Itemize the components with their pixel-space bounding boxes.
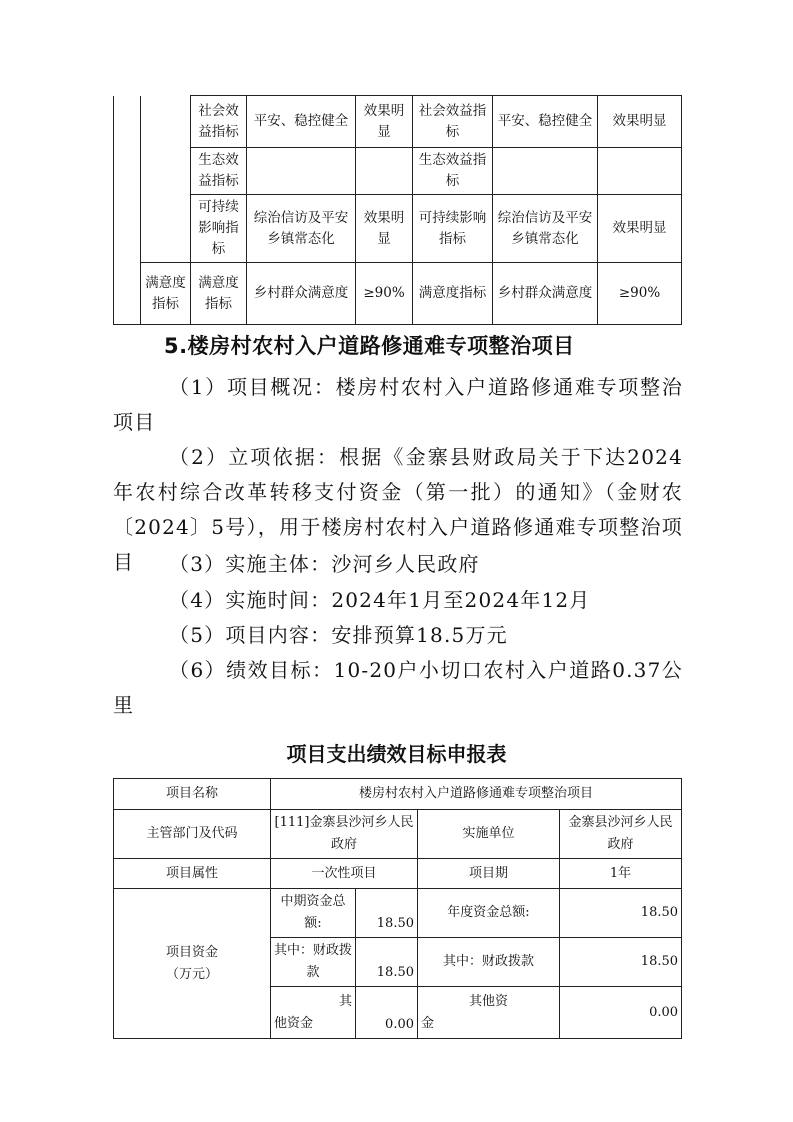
indicator-content — [247, 148, 356, 195]
indicator-table — [113, 95, 682, 325]
mid-other-label-cell — [271, 987, 356, 1039]
table-row — [114, 779, 682, 810]
funds-label: 项目资金 — [165, 944, 218, 960]
application-table — [113, 778, 682, 1039]
period-label: 项目期 — [418, 859, 560, 889]
table-row — [114, 263, 682, 325]
project-name-label: 项目名称 — [114, 779, 271, 810]
funds-label-cell — [114, 889, 271, 1039]
indicator-value: 效果明显 — [598, 195, 682, 263]
implementer-label: 实施单位 — [418, 810, 560, 859]
mid-total-label: 中期资金总额: — [271, 889, 356, 938]
year-other-value: 0.00 — [560, 987, 682, 1039]
indicator-content: 平安、稳控健全 — [493, 96, 598, 148]
funds-unit: （万元） — [165, 966, 218, 982]
indicator-content: 乡村群众满意度 — [493, 263, 598, 325]
paragraph-basis: （2）立项依据：根据《金寨县财政局关于下达2024年农村综合改革转移支付资金（第一批）的通知》（金财农〔2024〕5号），用于楼房村农村入户道路修通难专项整治项目 — [113, 445, 683, 574]
indicator-value: ≥90% — [598, 263, 682, 325]
year-total-value: 18.50 — [560, 889, 682, 938]
indicator-value: 效果明显 — [598, 96, 682, 148]
year-fiscal-label: 其中：财政拨款 — [418, 938, 560, 987]
implementer-value: 金寨县沙河乡人民政府 — [560, 810, 682, 859]
blank-cell — [114, 96, 141, 325]
indicator-content: 平安、稳控健全 — [247, 96, 356, 148]
indicator-value: ≥90% — [356, 263, 413, 325]
indicator-content: 乡村群众满意度 — [247, 263, 356, 325]
paragraph-content: （5）项目内容：安排预算18.5万元 — [169, 623, 508, 647]
project-name-value: 楼房村农村入户道路修通难专项整治项目 — [271, 779, 682, 810]
attribute-label: 项目属性 — [114, 859, 271, 889]
mid-other-value: 0.00 — [356, 987, 418, 1039]
section-heading: 5.楼房村农村入户道路修通难专项整治项目 — [164, 334, 575, 358]
indicator-content — [493, 148, 598, 195]
year-total-label: 年度资金总额: — [418, 889, 560, 938]
indicator-name: 可持续影响指标 — [413, 195, 493, 263]
department-value: [111]金寨县沙河乡人民政府 — [271, 810, 418, 859]
department-label: 主管部门及代码 — [114, 810, 271, 859]
paragraph-implementer: （3）实施主体：沙河乡人民政府 — [169, 552, 480, 576]
indicator-category: 满意度指标 — [141, 263, 191, 325]
mid-other-label-1: 其 — [338, 993, 352, 1009]
table-row — [114, 195, 682, 263]
paragraph-goal: （6）绩效目标：10-20户小切口农村入户道路0.37公里 — [113, 658, 683, 717]
year-other-label-cell — [418, 987, 560, 1039]
indicator-content: 综治信访及平安乡镇常态化 — [247, 195, 356, 263]
indicator-name: 生态效益指标 — [413, 148, 493, 195]
table-row — [114, 810, 682, 859]
indicator-value — [598, 148, 682, 195]
indicator-name: 可持续影响指标 — [191, 195, 247, 263]
year-other-label-2: 金 — [421, 1015, 435, 1031]
period-value: 1年 — [560, 859, 682, 889]
mid-total-value: 18.50 — [356, 889, 418, 938]
attribute-value: 一次性项目 — [271, 859, 418, 889]
indicator-content: 综治信访及平安乡镇常态化 — [493, 195, 598, 263]
indicator-name: 生态效益指标 — [191, 148, 247, 195]
year-fiscal-value: 18.50 — [560, 938, 682, 987]
year-other-label-1: 其他资 — [468, 993, 508, 1009]
indicator-name: 社会效益指标 — [191, 96, 247, 148]
mid-fiscal-label: 其中：财政拨款 — [271, 938, 356, 987]
mid-fiscal-value: 18.50 — [356, 938, 418, 987]
blank-cell — [141, 96, 191, 263]
indicator-name: 满意度指标 — [191, 263, 247, 325]
indicator-name: 社会效益指标 — [413, 96, 493, 148]
indicator-value — [356, 148, 413, 195]
table-row — [114, 889, 682, 938]
table-row — [114, 148, 682, 195]
table-row — [114, 96, 682, 148]
indicator-name: 满意度指标 — [413, 263, 493, 325]
mid-other-label-2: 他资金 — [274, 1015, 314, 1031]
indicator-value: 效果明显 — [356, 195, 413, 263]
table-row — [114, 859, 682, 889]
table-title: 项目支出绩效目标申报表 — [286, 742, 507, 766]
paragraph-overview: （1）项目概况：楼房村农村入户道路修通难专项整治项目 — [113, 375, 683, 434]
indicator-value: 效果明显 — [356, 96, 413, 148]
paragraph-period: （4）实施时间：2024年1月至2024年12月 — [169, 588, 591, 612]
